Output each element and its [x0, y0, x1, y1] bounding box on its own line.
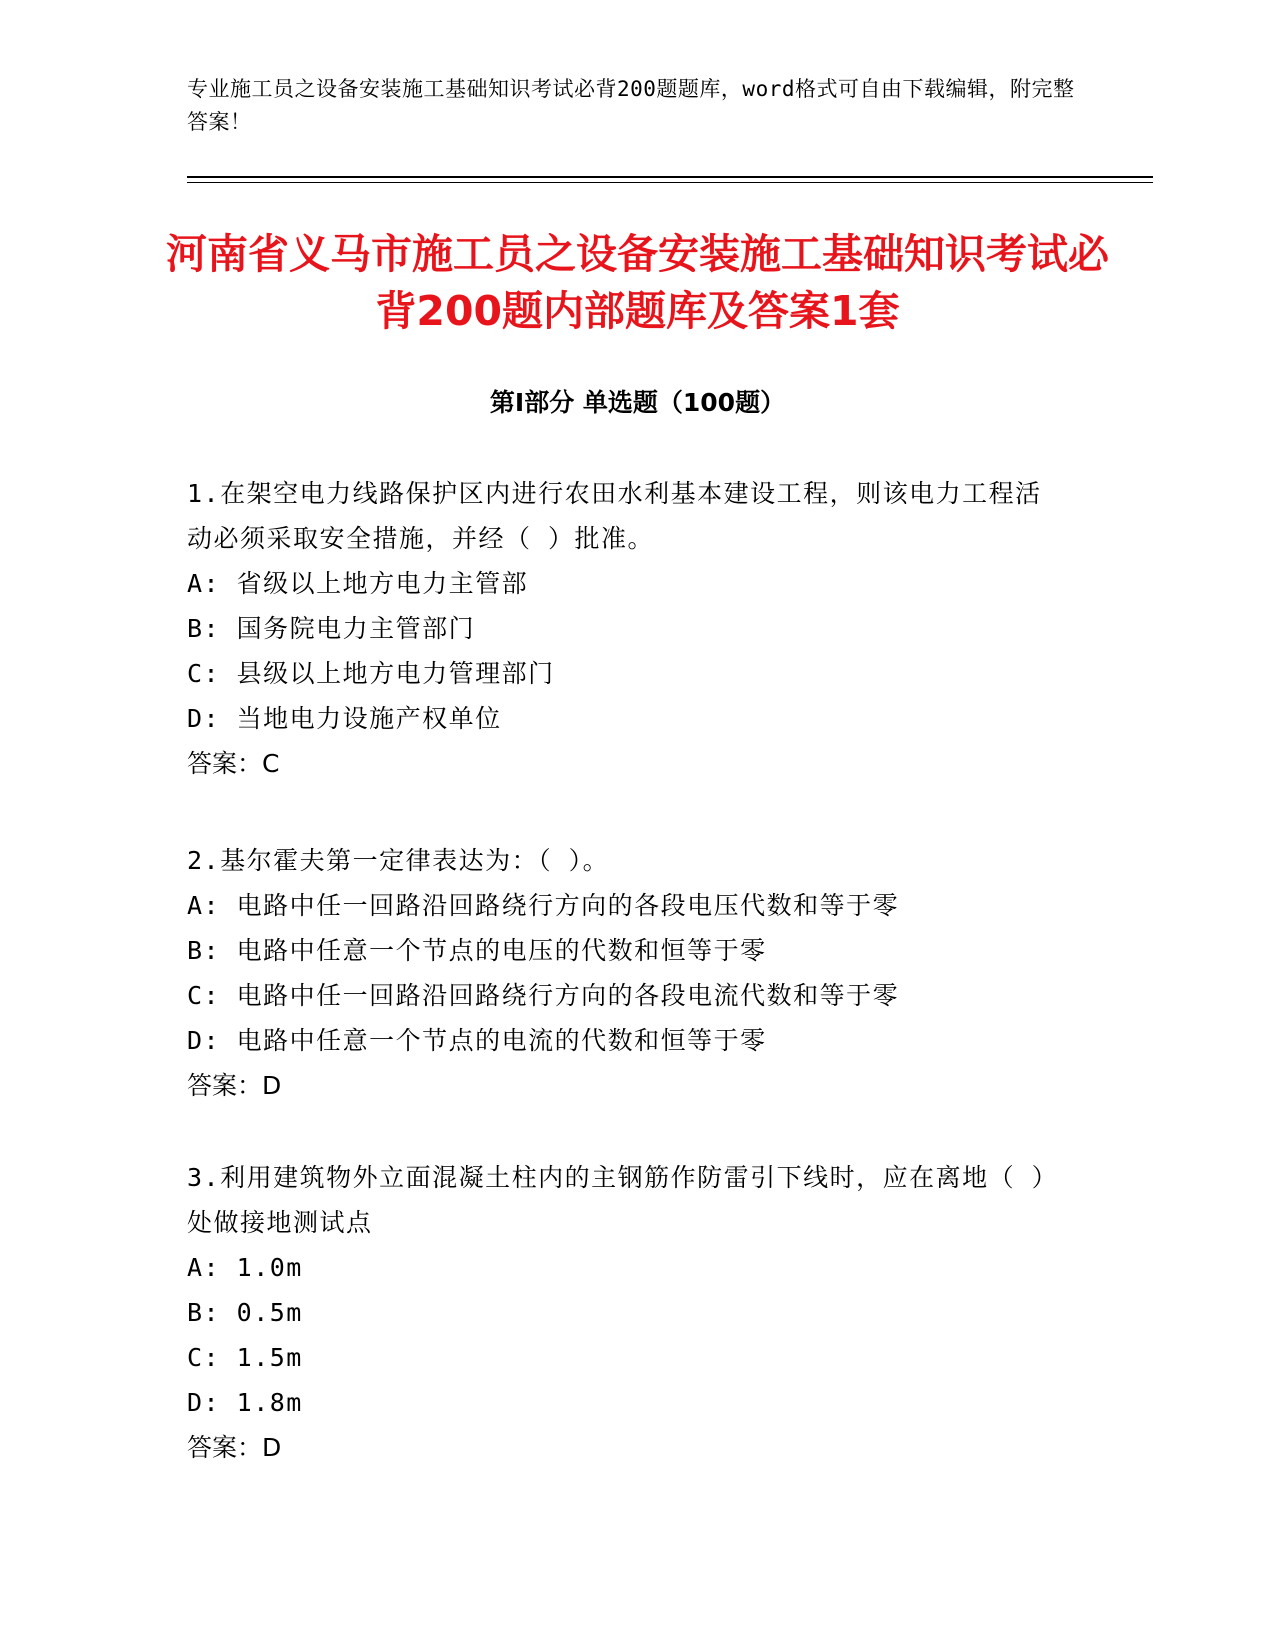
- option-a: A: 省级以上地方电力主管部: [187, 569, 529, 598]
- question-stem: 2.基尔霍夫第一定律表达为：（ ）。: [187, 846, 610, 875]
- option-b: B: 电路中任意一个节点的电压的代数和恒等于零: [187, 936, 767, 965]
- option-d: D: 1.8m: [187, 1388, 303, 1417]
- question-3: [187, 1155, 1057, 1470]
- option-a: A: 1.0m: [187, 1253, 303, 1282]
- answer: 答案：D: [187, 1433, 282, 1462]
- header-note: 专业施工员之设备安装施工基础知识考试必背200题题库，word格式可自由下载编辑，附完整答案！: [187, 77, 1075, 134]
- option-d: D: 电路中任意一个节点的电流的代数和恒等于零: [187, 1026, 767, 1055]
- question-stem: 3.利用建筑物外立面混凝土柱内的主钢筋作防雷引下线时，应在离地（ ）处做接地测试点: [187, 1163, 1046, 1237]
- header-rule-thick: [187, 176, 1153, 178]
- question-2: [187, 838, 1057, 1108]
- answer: 答案：C: [187, 749, 280, 778]
- option-c: C: 1.5m: [187, 1343, 303, 1372]
- option-c: C: 电路中任一回路沿回路绕行方向的各段电流代数和等于零: [187, 981, 900, 1010]
- option-b: B: 0.5m: [187, 1298, 303, 1327]
- question-1: [187, 471, 1057, 786]
- header-rule-thin: [187, 182, 1153, 183]
- section-title: 第I部分 单选题（100题）: [489, 388, 786, 417]
- question-stem: 1.在架空电力线路保护区内进行农田水利基本建设工程，则该电力工程活动必须采取安全措施，并经（ ）批准。: [187, 479, 1042, 553]
- answer: 答案：D: [187, 1071, 282, 1100]
- option-c: C: 县级以上地方电力管理部门: [187, 659, 555, 688]
- option-a: A: 电路中任一回路沿回路绕行方向的各段电压代数和等于零: [187, 891, 900, 920]
- option-b: B: 国务院电力主管部门: [187, 614, 476, 643]
- document-title: 河南省义马市施工员之设备安装施工基础知识考试必背200题内部题库及答案1套: [166, 230, 1109, 335]
- option-d: D: 当地电力设施产权单位: [187, 704, 502, 733]
